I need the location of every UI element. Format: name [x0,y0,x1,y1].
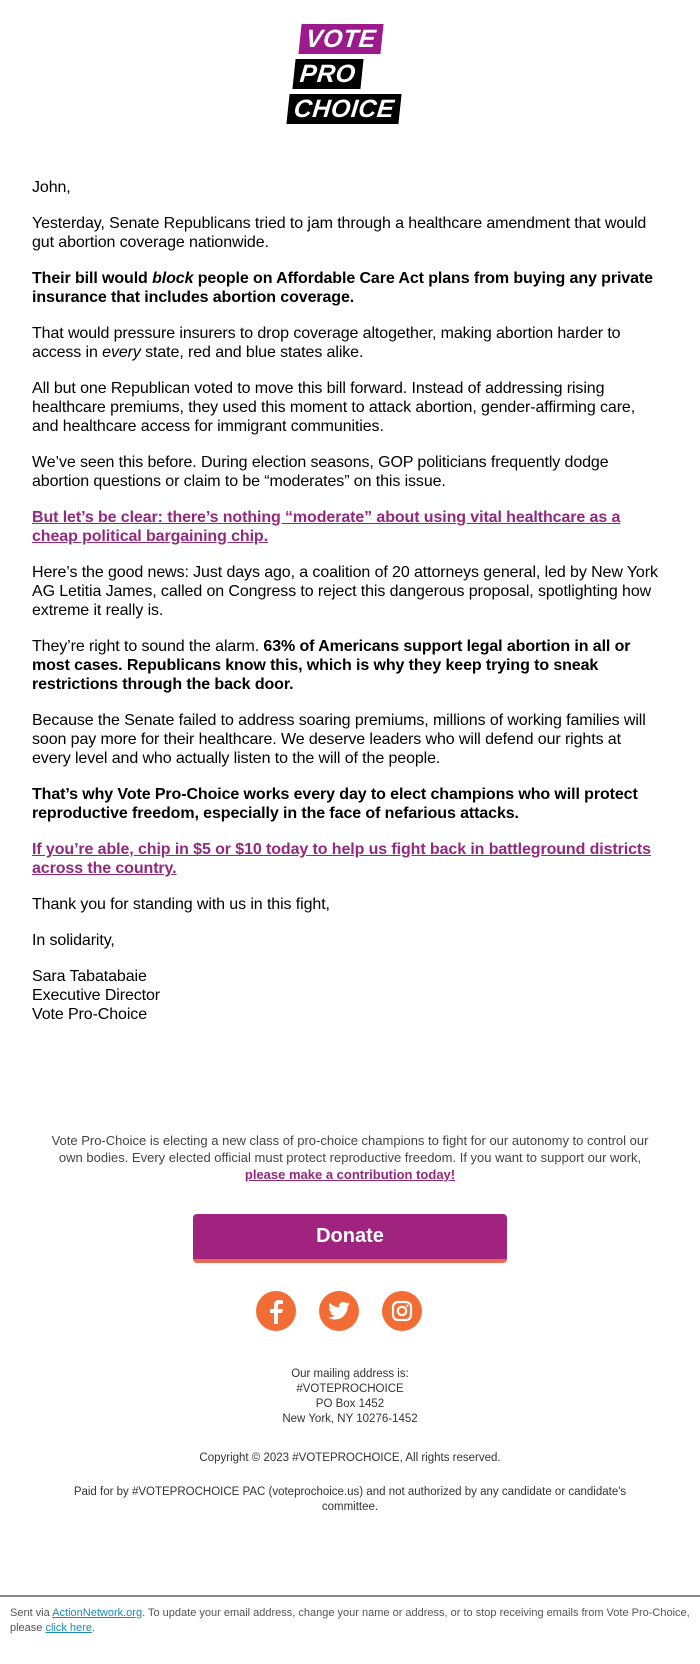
text: block [152,270,194,287]
text: Vote Pro-Choice is electing a new class of pro-choice champions to fight for our autonomy to control our own bodies. Every elected official must protect reproductive freedom. If you want to support our work, [51,1133,649,1165]
mailing-address [40,1367,660,1427]
paragraph: Thank you for standing with us in this fight, [32,896,330,913]
mail-label: Our mailing address is: [291,1368,409,1380]
text: people on Affordable Care Act plans from buying any private insurance that includes abortion coverage. [32,270,653,306]
paragraph [32,324,662,362]
contribution-link[interactable]: please make a contribution today! [244,1167,456,1182]
instagram-icon[interactable] [382,1291,422,1331]
text: That would pressure insurers to drop coverage altogether, making abortion harder to access in [32,325,621,361]
paragraph [32,840,662,878]
signature [32,967,662,1024]
facebook-icon[interactable] [256,1291,296,1331]
text: every [102,344,141,361]
donate-button[interactable]: Donate [193,1214,507,1263]
logo-line: VOTE [298,24,383,54]
logo-line: CHOICE [286,94,401,124]
moderate-link[interactable]: But let’s be clear: there’s nothing “moderate” about using vital healthcare as a cheap political bargaining chip. [32,509,621,545]
chip-in-link[interactable]: If you’re able, chip in $5 or $10 today to help us fight back in battleground districts across the country. [32,841,651,877]
logo-line: PRO [292,59,363,89]
divider [0,1595,700,1597]
paragraph [32,508,662,546]
paragraph [32,269,662,307]
text: Sent via [10,1607,53,1619]
footer-about [40,1132,660,1183]
vote-pro-choice-logo [288,24,416,126]
paragraph: In solidarity, [32,932,115,949]
paragraph: Here’s the good news: Just days ago, a coalition of 20 attorneys general, led by New York AG Letitia James, called on Congress to reject this dangerous proposal, spotlighting how extreme it really is. [32,564,658,619]
unsubscribe-link[interactable]: click here [45,1622,92,1634]
sig-org: Vote Pro-Choice [32,1006,148,1023]
greeting: John, [32,179,71,196]
paragraph: We’ve seen this before. During election seasons, GOP politicians frequently dodge abortion questions or claim to be “moderates” on this issue. [32,454,609,490]
mail-line: #VOTEPROCHOICE [296,1383,404,1395]
sig-title: Executive Director [32,987,161,1004]
text: Their bill would [32,270,153,287]
twitter-icon[interactable] [319,1291,359,1331]
text: . [91,1622,96,1634]
paragraph: That’s why Vote Pro-Choice works every day to elect champions who will protect reproductive freedom, especially in the face of nefarious attacks. [32,786,638,822]
text: They’re right to sound the alarm. [32,638,264,655]
sent-via-notice [10,1606,695,1636]
mail-line: PO Box 1452 [315,1398,385,1410]
copyright: Copyright © 2023 #VOTEPROCHOICE, All rights reserved. [199,1452,501,1464]
paragraph: All but one Republican voted to move this bill forward. Instead of addressing rising healthcare premiums, they used this moment to attack abortion, gender-affirming care, and healthcare access for immigrant communities. [32,380,636,435]
paragraph: Yesterday, Senate Republicans tried to jam through a healthcare amendment that would gut abortion coverage nationwide. [32,215,647,251]
text: 63% of Americans support legal abortion in all or most cases. Republicans know this, which is why they keep trying to sneak restrictions through the back door. [32,638,631,693]
actionnetwork-link[interactable]: ActionNetwork.org [52,1607,143,1619]
paid-for-disclaimer: Paid for by #VOTEPROCHOICE PAC (voteprochoice.us) and not authorized by any candidate or candidate's committee. [73,1486,627,1513]
sig-name: Sara Tabatabaie [32,968,147,985]
text: . To update your email address, change your name or address, or to stop receiving emails from Vote Pro-Choice, please [10,1607,690,1634]
mail-line: New York, NY 10276-1452 [282,1413,418,1425]
text: state, red and blue states alike. [140,344,364,361]
paragraph: Because the Senate failed to address soaring premiums, millions of working families will soon pay more for their healthcare. We deserve leaders who will defend our rights at every level and who actually listen to the will of the people. [32,712,646,767]
email-body [32,178,662,1041]
paragraph [32,637,662,694]
